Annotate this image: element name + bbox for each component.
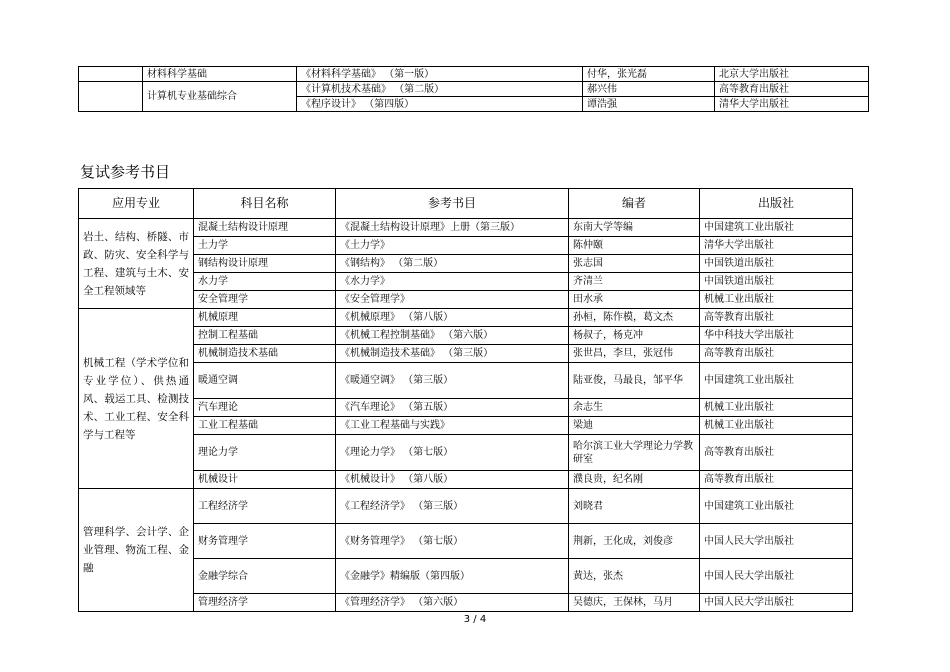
subject-cell: 工业工程基础 [194,417,336,435]
table-row [79,82,869,97]
author-cell: 谭浩强 [583,97,715,112]
subject-cell: 机械原理 [194,309,336,327]
book-cell: 《暖通空调》 （第三版） [336,363,569,399]
book-cell: 《混凝土结构设计原理》上册（第三版） [336,219,569,237]
publisher-cell: 清华大学出版社 [700,237,853,255]
subject-cell: 水力学 [194,273,336,291]
top-table [78,66,869,112]
major-group-cell: 管理科学、会计学、企业管理、物流工程、金融 [79,489,194,612]
book-cell: 《汽车理论》 （第五版） [336,399,569,417]
table-row [79,417,853,435]
book-cell: 《水力学》 [336,273,569,291]
author-cell: 孙桓，陈作模，葛文杰 [569,309,700,327]
publisher-cell: 中国人民大学出版社 [700,559,853,594]
publisher-cell: 中国建筑工业出版社 [700,219,853,237]
book-cell: 《机械制造技术基础》 （第三版） [336,345,569,363]
table-row [79,524,853,559]
header-subject: 科目名称 [194,189,336,219]
book-cell: 《机械设计》 （第八版） [336,471,569,489]
major-group-cell: 机械工程（学术学位和专业学位）、供热通风、载运工具、检测技术、工业工程、安全科学与工程等 [79,309,194,489]
table-row [79,237,853,255]
author-cell: 濮良贵，纪名刚 [569,471,700,489]
table-row [79,219,853,237]
subject-cell: 机械设计 [194,471,336,489]
table-row [79,435,853,471]
book-cell: 《安全管理学》 [336,291,569,309]
book-cell: 《财务管理学》 （第七版） [336,524,569,559]
author-cell: 陈仲颐 [569,237,700,255]
publisher-cell: 中国人民大学出版社 [700,594,853,612]
table-row [79,594,853,612]
book-cell: 《材料科学基础》 （第一版） [297,67,583,82]
publisher-cell: 北京大学出版社 [715,67,869,82]
book-cell: 《理论力学》 （第七版） [336,435,569,471]
publisher-cell: 机械工业出版社 [700,291,853,309]
table-row [79,255,853,273]
publisher-cell: 清华大学出版社 [715,97,869,112]
book-cell: 《工程经济学》 （第三版） [336,489,569,524]
publisher-cell: 中国建筑工业出版社 [700,363,853,399]
table-row [79,559,853,594]
author-cell: 余志生 [569,399,700,417]
header-publisher: 出版社 [700,189,853,219]
author-cell: 付华，张光磊 [583,67,715,82]
book-cell: 《金融学》精编版（第四版） [336,559,569,594]
table-row [79,471,853,489]
book-cell: 《计算机技术基础》 （第二版） [297,82,583,97]
book-cell: 《机械工程控制基础》 （第六版） [336,327,569,345]
header-major: 应用专业 [79,189,194,219]
subject-cell: 材料科学基础 [143,67,297,82]
subject-cell: 安全管理学 [194,291,336,309]
subject-cell: 计算机专业基础综合 [143,82,297,112]
author-cell: 吴德庆，王保林，马月 [569,594,700,612]
page-number: 3 / 4 [463,614,487,625]
subject-cell: 暖通空调 [194,363,336,399]
table-row [79,489,853,524]
publisher-cell: 高等教育出版社 [700,309,853,327]
subject-cell: 财务管理学 [194,524,336,559]
author-cell: 梁迪 [569,417,700,435]
empty-cell [79,82,143,112]
book-cell: 《管理经济学》 （第六版） [336,594,569,612]
publisher-cell: 高等教育出版社 [700,435,853,471]
author-cell: 郝兴伟 [583,82,715,97]
publisher-cell: 华中科技大学出版社 [700,327,853,345]
author-cell: 张世昌，李旦，张冠伟 [569,345,700,363]
table-row [79,309,853,327]
publisher-cell: 高等教育出版社 [700,345,853,363]
subject-cell: 机械制造技术基础 [194,345,336,363]
table-row [79,345,853,363]
author-cell: 哈尔滨工业大学理论力学教研室 [569,435,700,471]
header-book: 参考书目 [336,189,569,219]
subject-cell: 金融学综合 [194,559,336,594]
subject-cell: 汽车理论 [194,399,336,417]
author-cell: 陆亚俊，马最良，邹平华 [569,363,700,399]
subject-cell: 控制工程基础 [194,327,336,345]
book-cell: 《程序设计》 （第四版） [297,97,583,112]
retest-book-table [78,188,853,612]
header-author: 编者 [569,189,700,219]
empty-cell [79,67,143,82]
subject-cell: 理论力学 [194,435,336,471]
publisher-cell: 中国人民大学出版社 [700,524,853,559]
publisher-cell: 中国铁道出版社 [700,273,853,291]
publisher-cell: 高等教育出版社 [700,471,853,489]
table-row [79,327,853,345]
table-row [79,273,853,291]
subject-cell: 土力学 [194,237,336,255]
section-title: 复试参考书目 [80,163,171,181]
author-cell: 张志国 [569,255,700,273]
subject-cell: 工程经济学 [194,489,336,524]
publisher-cell: 机械工业出版社 [700,417,853,435]
author-cell: 黄达，张杰 [569,559,700,594]
subject-cell: 钢结构设计原理 [194,255,336,273]
publisher-cell: 高等教育出版社 [715,82,869,97]
author-cell: 刘晓君 [569,489,700,524]
author-cell: 荆新，王化成，刘俊彦 [569,524,700,559]
author-cell: 田水承 [569,291,700,309]
table-row [79,67,869,82]
book-cell: 《机械原理》 （第八版） [336,309,569,327]
table-row [79,399,853,417]
author-cell: 齐清兰 [569,273,700,291]
publisher-cell: 中国铁道出版社 [700,255,853,273]
major-group-cell: 岩土、结构、桥隧、市政、防灾、安全科学与工程、建筑与土木、安全工程领域等 [79,219,194,309]
subject-cell: 管理经济学 [194,594,336,612]
table-header-row [79,189,853,219]
book-cell: 《钢结构》 （第二版） [336,255,569,273]
table-row [79,291,853,309]
author-cell: 杨叔子，杨克冲 [569,327,700,345]
book-cell: 《土力学》 [336,237,569,255]
table-row [79,363,853,399]
author-cell: 东南大学等编 [569,219,700,237]
subject-cell: 混凝土结构设计原理 [194,219,336,237]
publisher-cell: 中国建筑工业出版社 [700,489,853,524]
book-cell: 《工业工程基础与实践》 [336,417,569,435]
publisher-cell: 机械工业出版社 [700,399,853,417]
